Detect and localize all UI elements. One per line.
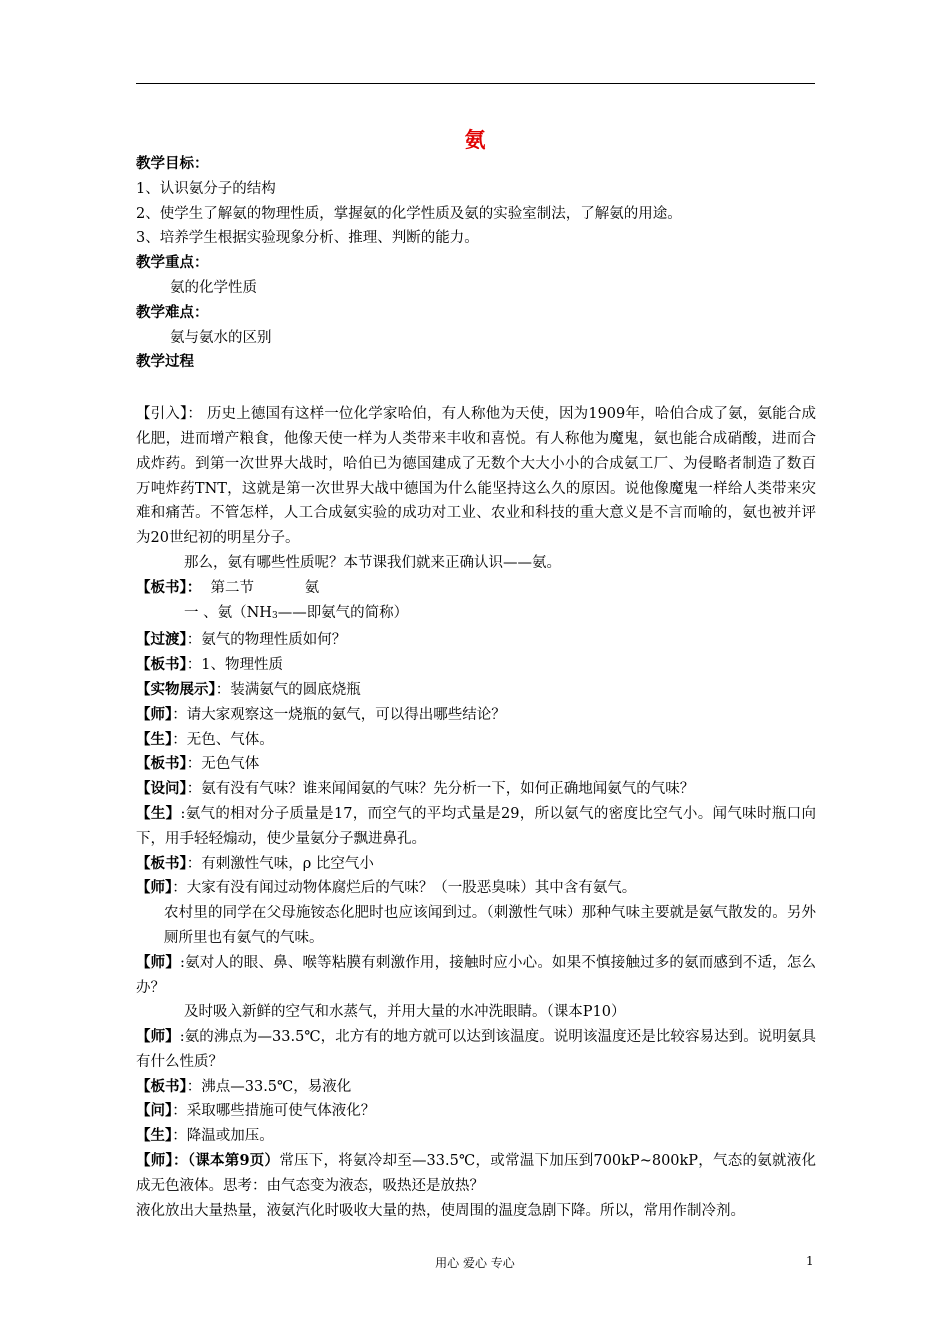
textbook-ref: ：（课本第9页）	[173, 1152, 280, 1170]
rural-paragraph: 农村里的同学在父母施铵态化肥时也应该闻到过。（刺激性气味）那种气味主要就是氨气散发的。另外厕所里也有氨气的气味。	[164, 905, 816, 946]
header-rule	[136, 83, 815, 84]
line-tag: 【过渡】	[136, 631, 187, 649]
key-point-text: 氨的化学性质	[170, 279, 257, 296]
line-text: :氨的沸点为—33.5℃，北方有的地方就可以达到该温度。说明该温度还是比较容易达到。说明氨具有什么性质？	[136, 1029, 817, 1070]
line-text: ：沸点—33.5℃，易液化	[186, 1078, 352, 1095]
line-text: ：无色气体	[186, 756, 260, 773]
intro-tag: 【引入】：	[136, 406, 203, 423]
difficulty-text: 氨与氨水的区别	[170, 329, 272, 346]
line-text: :氨气的相对分子质量是17，而空气的平均式量是29，所以氨气的密度比空气小。闻气味时瓶口向下，用手轻轻煽动，使少量氨分子飘进鼻孔。	[136, 805, 816, 847]
line-text: ：有刺激性气味，ρ 比空气小	[186, 855, 374, 872]
teacher-irritation-paragraph	[136, 951, 816, 1001]
board-subline	[136, 601, 816, 629]
board-line-section	[136, 576, 816, 601]
board-smell-line	[136, 852, 816, 877]
document-body	[136, 152, 816, 1223]
dialogue-line	[136, 628, 816, 653]
board-sub-prefix: 一 、氨（NH	[184, 604, 272, 621]
dialogue-line	[136, 1099, 816, 1124]
line-text: ：大家有没有闻过动物体腐烂后的气味？（一股恶臭味）其中含有氨气。	[172, 880, 637, 897]
line-text: ：装满氨气的圆底烧瓶	[215, 681, 361, 698]
process-heading: 教学过程	[136, 353, 194, 371]
line-text: ：氨有没有气味？谁来闻闻氨的气味？先分析一下，如何正确地闻氨气的气味？	[186, 781, 695, 798]
line-tag: 【师】	[136, 1152, 173, 1170]
key-point-heading: 教学重点：	[136, 254, 209, 272]
board-sub-suffix: ——即氨气的简称）	[277, 604, 409, 621]
question-line: 那么，氨有哪些性质呢？本节课我们就来正确认识——氨。	[184, 554, 561, 571]
objective-item: 1、认识氨分子的结构	[136, 180, 276, 197]
line-tag: 【板书】	[136, 656, 187, 674]
line-text: ：降温或加压。	[172, 1128, 274, 1145]
board-section: 第二节	[210, 579, 254, 596]
objective-item: 3、培养学生根据实验现象分析、推理、判断的能力。	[136, 230, 479, 247]
page-title: 氨	[464, 127, 486, 152]
difficulty-heading: 教学难点：	[136, 303, 209, 321]
teacher-boiling-paragraph	[136, 1025, 816, 1075]
first-aid-line: 及时吸入新鲜的空气和水蒸气，并用大量的水冲洗眼睛。（课本P10）	[184, 1004, 626, 1021]
objectives-heading: 教学目标：	[136, 155, 209, 172]
line-tag: 【生】	[136, 730, 173, 748]
line-text: ：1、物理性质	[186, 657, 283, 674]
board-tag: 【板书】：	[136, 578, 202, 596]
line-tag: 【板书】	[136, 1077, 187, 1095]
dialogue-line	[136, 653, 816, 678]
dialogue-line	[136, 678, 816, 703]
dialogue-line	[136, 752, 816, 777]
dialogue-line	[136, 728, 816, 753]
line-tag: 【师】	[136, 953, 181, 971]
student-answer-density	[136, 802, 816, 852]
dialogue-line	[136, 777, 816, 802]
intro-paragraph	[136, 402, 816, 551]
line-tag: 【设问】	[136, 780, 187, 798]
dialogue-line	[136, 1124, 816, 1149]
line-text: 常压下，将氨冷却至—33.5℃，或常温下加压到700kP~800kP，气态的氨就液化成无色液体。思考：由气态变为液态，吸热还是放热？	[136, 1153, 817, 1194]
line-tag: 【师】	[136, 1028, 180, 1046]
line-tag: 【师】	[136, 705, 173, 723]
line-text: ：请大家观察这一烧瓶的氨气，可以得出哪些结论？	[172, 706, 506, 723]
line-tag: 【生】	[136, 1127, 173, 1145]
closing-line: 液化放出大量热量，液氨汽化时吸收大量的热，使周围的温度急剧下降。所以，常用作制冷剂。	[136, 1202, 745, 1219]
board-sub-subscript: 3	[271, 610, 278, 621]
dialogue-line	[136, 1075, 816, 1100]
line-text: ：采取哪些措施可使气体液化？	[172, 1103, 376, 1120]
board-topic: 氨	[304, 579, 320, 596]
dialogue-line	[136, 703, 816, 728]
footer-motto: 用心 爱心 专心	[435, 1256, 515, 1270]
teacher-textbook-paragraph	[136, 1149, 816, 1199]
line-tag: 【生】	[136, 804, 181, 822]
teacher-rot-line	[136, 876, 816, 901]
line-tag: 【师】	[136, 879, 173, 897]
line-text: ：无色、气体。	[172, 731, 274, 748]
line-tag: 【实物展示】	[136, 680, 216, 698]
line-text: :氨对人的眼、鼻、喉等粘膜有刺激作用，接触时应小心。如果不慎接触过多的氨而感到不适，怎么办？	[136, 954, 816, 996]
line-tag: 【板书】	[136, 755, 187, 773]
line-tag: 【问】	[136, 1102, 173, 1120]
page-number: 1	[806, 1254, 814, 1268]
line-text: ：氨气的物理性质如何？	[186, 632, 347, 649]
intro-text: 历史上德国有这样一位化学家哈伯，有人称他为天使，因为1909年，哈伯合成了氨，氨能合成化肥，进而增产粮食，他像天使一样为人类带来丰收和喜悦。有人称他为魔鬼，氨也能合成硝酸，进而合成炸药。到第一次世界大战时，哈伯已为德国建成了无数个大大小小的合成氨工厂、为侵略者制造了数百万吨炸药TNT，这就是第一次世界大战中德国为什么能坚持这么久的原因。说他像魔鬼一样给人类带来灾难和痛苦。不管怎样，人工合成氨实验的成功对工业、农业和科技的重大意义是不言而喻的，氨也被并评为20世纪初的明星分子。	[136, 406, 816, 547]
objective-item: 2、使学生了解氨的物理性质，掌握氨的化学性质及氨的实验室制法，了解氨的用途。	[136, 205, 682, 222]
line-tag: 【板书】	[136, 854, 187, 872]
